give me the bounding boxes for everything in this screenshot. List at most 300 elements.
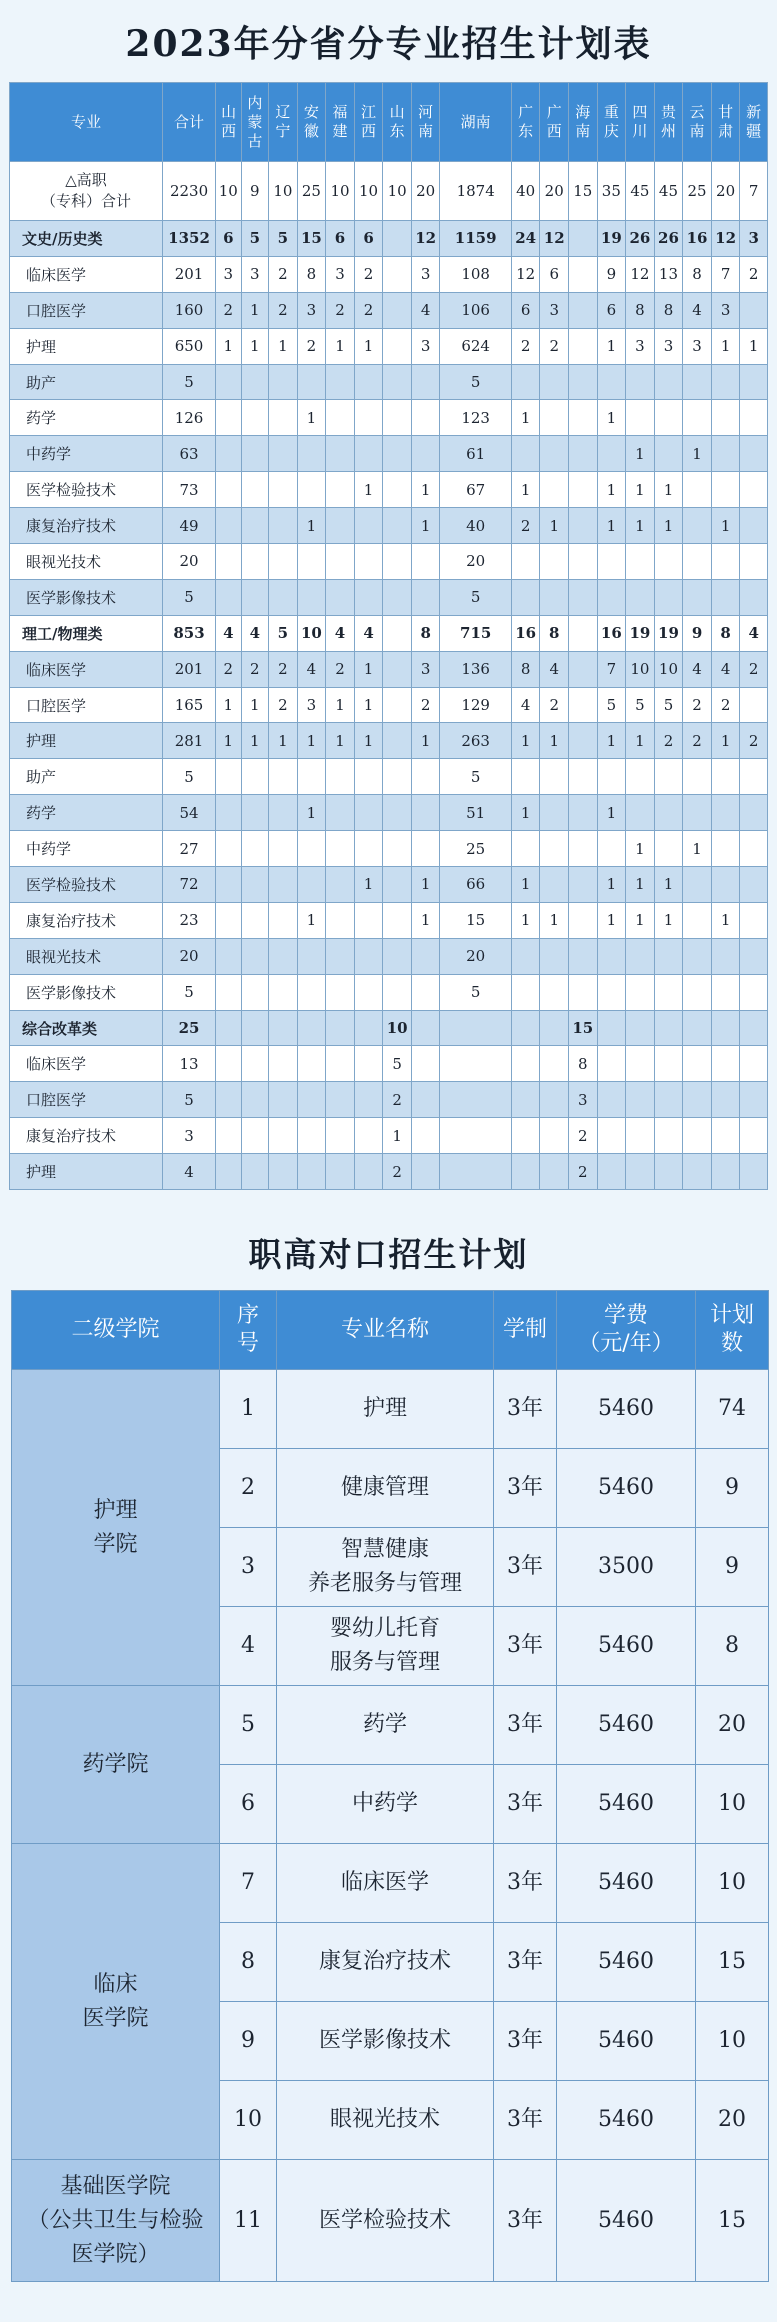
province-count-cell: 15 bbox=[440, 902, 511, 938]
province-count-cell: 6 bbox=[354, 221, 383, 257]
table-row bbox=[10, 328, 768, 364]
province-count-cell: 624 bbox=[440, 328, 511, 364]
province-count-cell: 4 bbox=[297, 651, 326, 687]
province-count-cell bbox=[354, 902, 383, 938]
major-name-cell: 助产 bbox=[10, 759, 163, 795]
total-cell: 853 bbox=[163, 615, 216, 651]
column-header: 专业 bbox=[10, 83, 163, 162]
province-count-cell: 1 bbox=[354, 687, 383, 723]
province-count-cell bbox=[326, 400, 355, 436]
college-cell: 护理 学院 bbox=[12, 1370, 220, 1686]
province-count-cell bbox=[241, 544, 269, 580]
total-cell: 54 bbox=[163, 795, 216, 831]
table-row bbox=[10, 579, 768, 615]
serial-number-cell: 4 bbox=[220, 1607, 277, 1686]
total-cell: 201 bbox=[163, 256, 216, 292]
province-count-cell: 19 bbox=[597, 221, 626, 257]
province-count-cell bbox=[511, 1082, 540, 1118]
province-count-cell bbox=[241, 1154, 269, 1190]
province-count-cell: 2 bbox=[354, 256, 383, 292]
province-count-cell bbox=[216, 1118, 242, 1154]
plan-count-cell: 74 bbox=[696, 1370, 769, 1449]
table-row bbox=[10, 831, 768, 867]
province-count-cell: 1 bbox=[511, 902, 540, 938]
province-count-cell: 4 bbox=[683, 292, 712, 328]
province-count-cell bbox=[383, 544, 412, 580]
province-count-cell: 3 bbox=[711, 292, 740, 328]
column-header: 四川 bbox=[626, 83, 655, 162]
province-count-cell bbox=[216, 1154, 242, 1190]
province-count-cell bbox=[297, 1046, 326, 1082]
province-count-cell: 1 bbox=[626, 508, 655, 544]
province-count-cell: 1 bbox=[626, 436, 655, 472]
province-count-cell: 45 bbox=[626, 162, 655, 221]
province-count-cell bbox=[711, 472, 740, 508]
province-count-cell bbox=[654, 795, 683, 831]
province-count-cell: 129 bbox=[440, 687, 511, 723]
duration-cell: 3年 bbox=[494, 1765, 557, 1844]
province-count-cell: 8 bbox=[654, 292, 683, 328]
table-row bbox=[10, 759, 768, 795]
province-count-cell: 1 bbox=[241, 292, 269, 328]
province-count-cell: 2 bbox=[540, 328, 569, 364]
province-count-cell bbox=[354, 508, 383, 544]
major-name-cell: 康复治疗技术 bbox=[10, 1118, 163, 1154]
province-count-cell: 5 bbox=[440, 364, 511, 400]
province-count-cell: 5 bbox=[241, 221, 269, 257]
table-row bbox=[10, 436, 768, 472]
province-count-cell: 10 bbox=[354, 162, 383, 221]
major-name-cell: 药学 bbox=[10, 795, 163, 831]
province-count-cell bbox=[683, 1046, 712, 1082]
province-count-cell: 67 bbox=[440, 472, 511, 508]
province-count-cell bbox=[597, 544, 626, 580]
province-count-cell: 8 bbox=[297, 256, 326, 292]
tuition-cell: 5460 bbox=[557, 1923, 696, 2002]
province-count-cell: 1 bbox=[326, 723, 355, 759]
province-count-cell bbox=[269, 400, 298, 436]
plan-count-cell: 15 bbox=[696, 2160, 769, 2282]
plan-count-cell: 9 bbox=[696, 1528, 769, 1607]
province-count-cell: 1 bbox=[597, 328, 626, 364]
province-count-cell: 1 bbox=[683, 436, 712, 472]
major-name-cell: 医学影像技术 bbox=[10, 974, 163, 1010]
total-cell: 1352 bbox=[163, 221, 216, 257]
tuition-cell: 3500 bbox=[557, 1528, 696, 1607]
duration-cell: 3年 bbox=[494, 1370, 557, 1449]
province-count-cell: 1 bbox=[241, 687, 269, 723]
major-name-cell: 康复治疗技术 bbox=[10, 508, 163, 544]
province-count-cell bbox=[354, 1118, 383, 1154]
province-count-cell bbox=[740, 795, 768, 831]
province-count-cell bbox=[597, 759, 626, 795]
province-count-cell: 2 bbox=[740, 256, 768, 292]
province-count-cell: 1 bbox=[654, 508, 683, 544]
province-count-cell bbox=[354, 974, 383, 1010]
province-count-cell bbox=[216, 472, 242, 508]
province-count-cell bbox=[683, 1082, 712, 1118]
province-count-cell: 1 bbox=[383, 1118, 412, 1154]
total-cell: 23 bbox=[163, 902, 216, 938]
province-count-cell bbox=[241, 436, 269, 472]
serial-number-cell: 8 bbox=[220, 1923, 277, 2002]
major-name-cell: 口腔医学 bbox=[10, 1082, 163, 1118]
province-count-cell: 61 bbox=[440, 436, 511, 472]
province-count-cell bbox=[269, 364, 298, 400]
province-count-cell: 1 bbox=[297, 795, 326, 831]
province-count-cell: 3 bbox=[626, 328, 655, 364]
province-count-cell bbox=[626, 1082, 655, 1118]
province-count-cell: 19 bbox=[626, 615, 655, 651]
province-count-cell bbox=[654, 364, 683, 400]
province-count-cell bbox=[597, 1046, 626, 1082]
province-count-cell bbox=[597, 831, 626, 867]
province-count-cell bbox=[354, 579, 383, 615]
province-count-cell bbox=[683, 544, 712, 580]
province-count-cell bbox=[626, 1010, 655, 1046]
total-cell: 5 bbox=[163, 759, 216, 795]
province-count-cell bbox=[654, 579, 683, 615]
province-count-cell: 1 bbox=[354, 328, 383, 364]
province-count-cell: 26 bbox=[626, 221, 655, 257]
province-count-cell: 35 bbox=[597, 162, 626, 221]
province-count-cell: 1 bbox=[354, 472, 383, 508]
province-count-cell: 2 bbox=[326, 292, 355, 328]
province-count-cell: 1 bbox=[626, 831, 655, 867]
major-name-cell: 眼视光技术 bbox=[10, 938, 163, 974]
province-count-cell: 1 bbox=[297, 400, 326, 436]
province-count-cell bbox=[216, 1010, 242, 1046]
province-count-cell bbox=[354, 1082, 383, 1118]
province-count-cell bbox=[297, 579, 326, 615]
province-count-cell bbox=[241, 364, 269, 400]
province-count-cell: 2 bbox=[683, 723, 712, 759]
total-cell: 27 bbox=[163, 831, 216, 867]
total-row bbox=[10, 162, 768, 221]
table-row bbox=[10, 902, 768, 938]
province-count-cell bbox=[326, 436, 355, 472]
province-count-cell bbox=[654, 1154, 683, 1190]
province-count-cell: 5 bbox=[440, 759, 511, 795]
province-count-cell: 1 bbox=[411, 902, 440, 938]
province-count-cell: 3 bbox=[683, 328, 712, 364]
province-count-cell bbox=[540, 759, 569, 795]
province-count-cell: 1 bbox=[540, 902, 569, 938]
major-name-cell: 药学 bbox=[277, 1686, 494, 1765]
total-cell: 201 bbox=[163, 651, 216, 687]
province-count-cell bbox=[269, 974, 298, 1010]
province-count-cell bbox=[383, 292, 412, 328]
province-count-cell bbox=[326, 544, 355, 580]
major-name-cell: 医学影像技术 bbox=[10, 579, 163, 615]
province-count-cell bbox=[411, 579, 440, 615]
province-count-cell bbox=[626, 1118, 655, 1154]
province-count-cell bbox=[569, 974, 598, 1010]
province-count-cell: 12 bbox=[711, 221, 740, 257]
province-count-cell bbox=[241, 579, 269, 615]
province-count-cell bbox=[440, 1154, 511, 1190]
province-count-cell bbox=[383, 902, 412, 938]
major-name-cell: 眼视光技术 bbox=[277, 2081, 494, 2160]
province-count-cell bbox=[354, 938, 383, 974]
province-count-cell bbox=[740, 436, 768, 472]
province-count-cell bbox=[354, 544, 383, 580]
province-count-cell bbox=[216, 579, 242, 615]
province-count-cell bbox=[683, 400, 712, 436]
province-count-cell: 1874 bbox=[440, 162, 511, 221]
province-count-cell: 2 bbox=[569, 1154, 598, 1190]
province-count-cell: 5 bbox=[269, 615, 298, 651]
major-name-cell: 临床医学 bbox=[10, 651, 163, 687]
province-count-cell bbox=[569, 436, 598, 472]
province-count-cell bbox=[216, 831, 242, 867]
province-count-cell: 3 bbox=[411, 651, 440, 687]
province-count-cell: 40 bbox=[440, 508, 511, 544]
province-count-cell: 1 bbox=[297, 902, 326, 938]
province-count-cell: 6 bbox=[326, 221, 355, 257]
province-count-cell bbox=[511, 436, 540, 472]
province-count-cell: 2 bbox=[683, 687, 712, 723]
province-count-cell: 6 bbox=[540, 256, 569, 292]
province-count-cell: 4 bbox=[216, 615, 242, 651]
province-count-cell bbox=[511, 938, 540, 974]
province-count-cell bbox=[654, 436, 683, 472]
major-name-cell: 眼视光技术 bbox=[10, 544, 163, 580]
province-count-cell: 2 bbox=[511, 328, 540, 364]
province-count-cell bbox=[711, 1082, 740, 1118]
province-count-cell bbox=[740, 1010, 768, 1046]
province-count-cell: 12 bbox=[540, 221, 569, 257]
province-count-cell bbox=[740, 292, 768, 328]
province-count-cell bbox=[383, 615, 412, 651]
major-name-cell: 文史/历史类 bbox=[10, 221, 163, 257]
province-count-cell bbox=[383, 723, 412, 759]
major-name-cell: 医学检验技术 bbox=[10, 472, 163, 508]
province-count-cell: 1 bbox=[626, 902, 655, 938]
province-count-cell: 4 bbox=[241, 615, 269, 651]
total-cell: 650 bbox=[163, 328, 216, 364]
province-count-cell: 6 bbox=[597, 292, 626, 328]
province-count-cell bbox=[297, 472, 326, 508]
province-count-cell bbox=[569, 831, 598, 867]
province-count-cell bbox=[241, 938, 269, 974]
province-count-cell: 24 bbox=[511, 221, 540, 257]
province-count-cell bbox=[597, 364, 626, 400]
province-count-cell bbox=[740, 867, 768, 903]
province-count-cell bbox=[216, 1082, 242, 1118]
province-count-cell bbox=[626, 400, 655, 436]
province-count-cell bbox=[540, 867, 569, 903]
duration-cell: 3年 bbox=[494, 1528, 557, 1607]
province-count-cell bbox=[326, 364, 355, 400]
province-count-cell: 263 bbox=[440, 723, 511, 759]
province-count-cell bbox=[383, 364, 412, 400]
province-count-cell: 1 bbox=[626, 472, 655, 508]
province-count-cell: 1 bbox=[597, 400, 626, 436]
total-cell: 5 bbox=[163, 1082, 216, 1118]
province-count-cell bbox=[411, 938, 440, 974]
province-count-cell bbox=[383, 651, 412, 687]
province-count-cell: 20 bbox=[440, 544, 511, 580]
table-row bbox=[10, 472, 768, 508]
serial-number-cell: 6 bbox=[220, 1765, 277, 1844]
province-count-cell bbox=[569, 328, 598, 364]
tuition-cell: 5460 bbox=[557, 1449, 696, 1528]
province-count-cell: 1 bbox=[511, 723, 540, 759]
total-cell: 49 bbox=[163, 508, 216, 544]
province-count-cell: 2 bbox=[569, 1118, 598, 1154]
column-header: 海南 bbox=[569, 83, 598, 162]
province-count-cell: 1 bbox=[711, 902, 740, 938]
province-count-cell bbox=[297, 544, 326, 580]
province-count-cell: 3 bbox=[216, 256, 242, 292]
province-count-cell: 5 bbox=[383, 1046, 412, 1082]
province-count-cell bbox=[569, 615, 598, 651]
province-count-cell bbox=[326, 579, 355, 615]
province-count-cell bbox=[683, 938, 712, 974]
province-count-cell bbox=[383, 508, 412, 544]
province-count-cell: 1 bbox=[597, 867, 626, 903]
province-count-cell bbox=[241, 795, 269, 831]
province-count-cell bbox=[411, 1010, 440, 1046]
province-count-cell bbox=[269, 436, 298, 472]
province-count-cell bbox=[711, 867, 740, 903]
college-cell: 临床 医学院 bbox=[12, 1844, 220, 2160]
table-row bbox=[12, 2160, 769, 2282]
province-count-cell bbox=[540, 974, 569, 1010]
province-count-cell: 2 bbox=[654, 723, 683, 759]
table-row bbox=[10, 364, 768, 400]
province-count-cell bbox=[269, 579, 298, 615]
province-count-cell bbox=[269, 938, 298, 974]
column-header: 广西 bbox=[540, 83, 569, 162]
province-count-cell: 16 bbox=[683, 221, 712, 257]
plan-count-cell: 10 bbox=[696, 1844, 769, 1923]
vocational-plan-table bbox=[11, 1290, 769, 2282]
province-count-cell: 13 bbox=[654, 256, 683, 292]
province-count-cell bbox=[326, 759, 355, 795]
province-count-cell bbox=[683, 579, 712, 615]
column-header: 山东 bbox=[383, 83, 412, 162]
province-count-cell bbox=[740, 1154, 768, 1190]
column-header: 二级学院 bbox=[12, 1291, 220, 1370]
major-name-cell: 医学检验技术 bbox=[277, 2160, 494, 2282]
province-count-cell bbox=[597, 1082, 626, 1118]
tuition-cell: 5460 bbox=[557, 2081, 696, 2160]
province-count-cell bbox=[216, 544, 242, 580]
province-count-cell bbox=[626, 579, 655, 615]
province-count-cell: 3 bbox=[540, 292, 569, 328]
province-count-cell bbox=[383, 256, 412, 292]
province-count-cell bbox=[740, 902, 768, 938]
province-count-cell bbox=[683, 1154, 712, 1190]
major-name-cell: 综合改革类 bbox=[10, 1010, 163, 1046]
province-count-cell bbox=[297, 1118, 326, 1154]
province-count-cell bbox=[626, 938, 655, 974]
province-count-cell: 4 bbox=[326, 615, 355, 651]
tuition-cell: 5460 bbox=[557, 2160, 696, 2282]
province-count-cell bbox=[326, 472, 355, 508]
province-count-cell bbox=[569, 221, 598, 257]
province-count-cell: 123 bbox=[440, 400, 511, 436]
province-count-cell bbox=[540, 795, 569, 831]
major-name-cell: 中药学 bbox=[277, 1765, 494, 1844]
province-count-cell: 10 bbox=[216, 162, 242, 221]
province-count-cell: 25 bbox=[297, 162, 326, 221]
province-plan-header-row bbox=[10, 83, 768, 162]
major-name-cell: 康复治疗技术 bbox=[277, 1923, 494, 2002]
province-count-cell bbox=[540, 400, 569, 436]
duration-cell: 3年 bbox=[494, 1449, 557, 1528]
major-name-cell: 助产 bbox=[10, 364, 163, 400]
province-count-cell bbox=[411, 759, 440, 795]
province-count-cell: 1 bbox=[216, 687, 242, 723]
province-count-cell bbox=[326, 1118, 355, 1154]
province-count-cell bbox=[740, 831, 768, 867]
province-count-cell: 3 bbox=[740, 221, 768, 257]
serial-number-cell: 2 bbox=[220, 1449, 277, 1528]
province-count-cell: 1 bbox=[511, 795, 540, 831]
table-row bbox=[10, 400, 768, 436]
province-count-cell: 1 bbox=[411, 867, 440, 903]
province-count-cell: 3 bbox=[326, 256, 355, 292]
province-count-cell bbox=[711, 974, 740, 1010]
province-count-cell bbox=[569, 364, 598, 400]
province-count-cell bbox=[597, 436, 626, 472]
province-count-cell bbox=[511, 1154, 540, 1190]
province-count-cell: 2 bbox=[241, 651, 269, 687]
province-count-cell bbox=[216, 795, 242, 831]
province-count-cell: 8 bbox=[683, 256, 712, 292]
province-count-cell: 10 bbox=[626, 651, 655, 687]
province-count-cell bbox=[569, 795, 598, 831]
province-count-cell bbox=[241, 508, 269, 544]
province-count-cell bbox=[297, 759, 326, 795]
province-count-cell bbox=[597, 938, 626, 974]
province-count-cell bbox=[297, 1010, 326, 1046]
total-cell: 20 bbox=[163, 938, 216, 974]
province-count-cell: 6 bbox=[511, 292, 540, 328]
table-row bbox=[10, 938, 768, 974]
province-count-cell: 3 bbox=[654, 328, 683, 364]
province-count-cell bbox=[626, 1154, 655, 1190]
province-count-cell bbox=[216, 902, 242, 938]
column-header: 合计 bbox=[163, 83, 216, 162]
province-count-cell bbox=[540, 364, 569, 400]
province-count-cell: 1 bbox=[597, 472, 626, 508]
plan-count-cell: 15 bbox=[696, 1923, 769, 2002]
province-count-cell: 8 bbox=[540, 615, 569, 651]
tuition-cell: 5460 bbox=[557, 1686, 696, 1765]
province-count-cell bbox=[626, 974, 655, 1010]
province-count-cell bbox=[511, 759, 540, 795]
province-count-cell bbox=[683, 1010, 712, 1046]
province-count-cell bbox=[511, 544, 540, 580]
province-count-cell bbox=[597, 1154, 626, 1190]
province-count-cell bbox=[740, 687, 768, 723]
province-count-cell bbox=[711, 1154, 740, 1190]
province-count-cell bbox=[740, 1082, 768, 1118]
province-count-cell bbox=[411, 436, 440, 472]
table-row bbox=[10, 1082, 768, 1118]
province-count-cell bbox=[297, 1154, 326, 1190]
province-count-cell bbox=[354, 436, 383, 472]
province-count-cell bbox=[297, 1082, 326, 1118]
province-count-cell bbox=[569, 292, 598, 328]
province-count-cell bbox=[569, 902, 598, 938]
province-count-cell bbox=[511, 1010, 540, 1046]
province-count-cell: 1 bbox=[216, 328, 242, 364]
